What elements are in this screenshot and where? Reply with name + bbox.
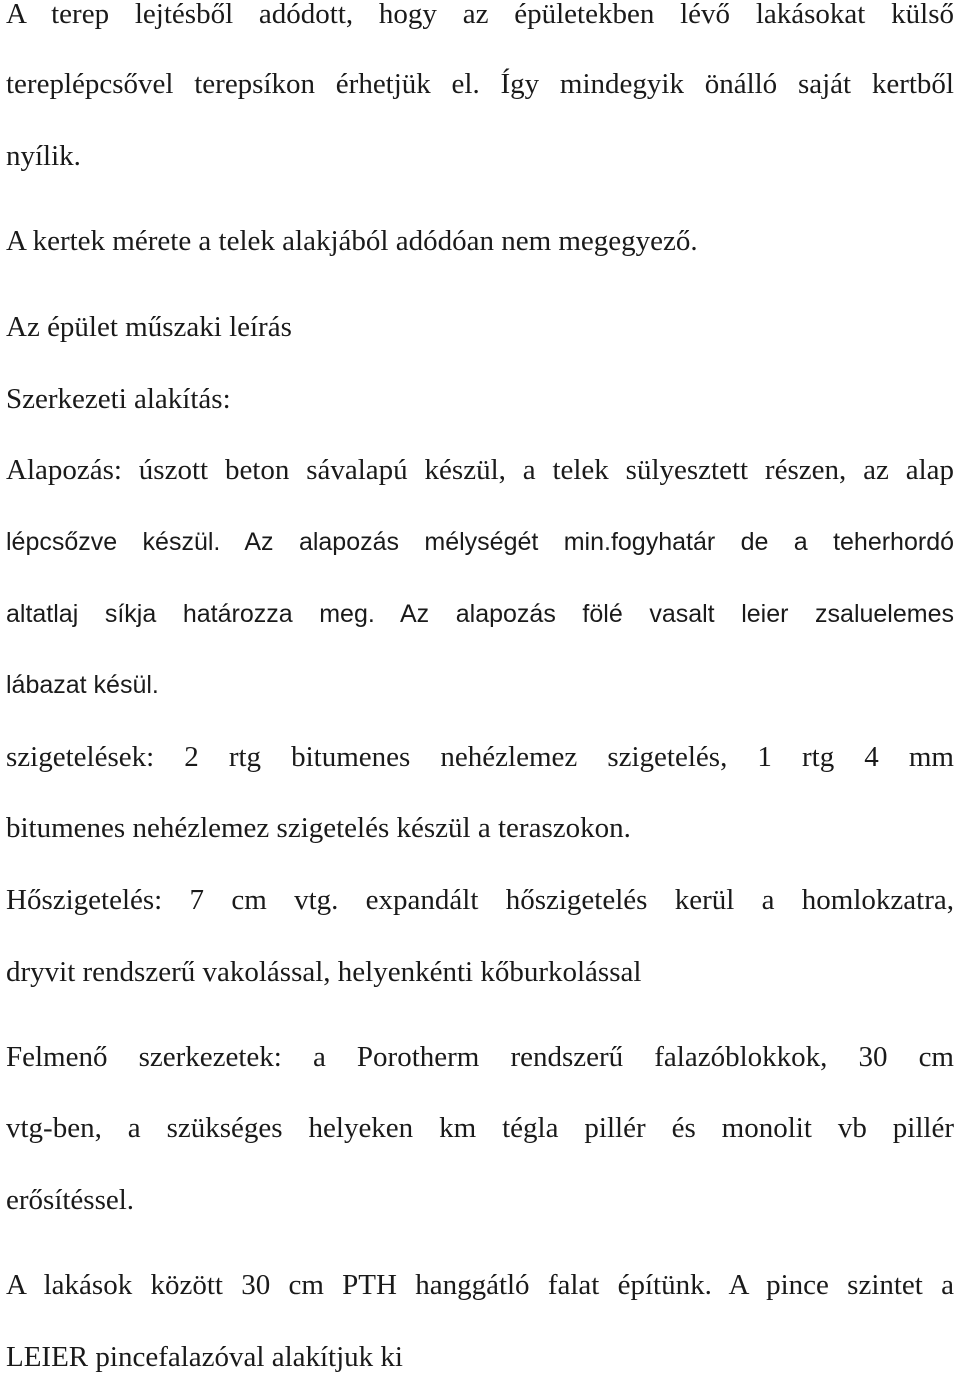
text-line: lépcsőzve készül. Az alapozás mélységét min.fogyhatár de a teherhordó (6, 528, 954, 556)
section-heading: Az épület műszaki leírás (6, 311, 292, 343)
text-line: A terep lejtésből adódott, hogy az épületekben lévő lakásokat külső (6, 0, 954, 30)
text-line: A lakások között 30 cm PTH hanggátló falat építünk. A pince szintet a (6, 1269, 954, 1301)
text-line: lábazat késül. (6, 671, 159, 699)
text-line: LEIER pincefalazóval alakítjuk ki (6, 1341, 403, 1373)
text-line: tereplépcsővel terepsíkon érhetjük el. Így mindegyik önálló saját kertből (6, 68, 954, 100)
text-line: Alapozás: úszott beton sávalapú készül, a telek sülyesztett részen, az alap (6, 454, 954, 486)
text-line: erősítéssel. (6, 1184, 135, 1216)
text-line: szigetelések: 2 rtg bitumenes nehézlemez szigetelés, 1 rtg 4 mm (6, 741, 954, 773)
text-line: dryvit rendszerű vakolással, helyenkénti kőburkolással (6, 956, 642, 988)
text-line: altatlaj síkja határozza meg. Az alapozás fölé vasalt leier zsaluelemes (6, 600, 954, 628)
text-line: vtg-ben, a szükséges helyeken km tégla pillér és monolit vb pillér (6, 1112, 954, 1144)
subsection-heading: Szerkezeti alakítás: (6, 383, 231, 415)
text-line: Felmenő szerkezetek: a Porotherm rendszerű falazóblokkok, 30 cm (6, 1041, 954, 1073)
text-line: bitumenes nehézlemez szigetelés készül a teraszokon. (6, 812, 631, 844)
text-line: Hőszigetelés: 7 cm vtg. expandált hőszigetelés kerül a homlokzatra, (6, 884, 954, 916)
text-line: nyílik. (6, 140, 81, 172)
text-line: A kertek mérete a telek alakjából adódóan nem megegyező. (6, 225, 698, 257)
